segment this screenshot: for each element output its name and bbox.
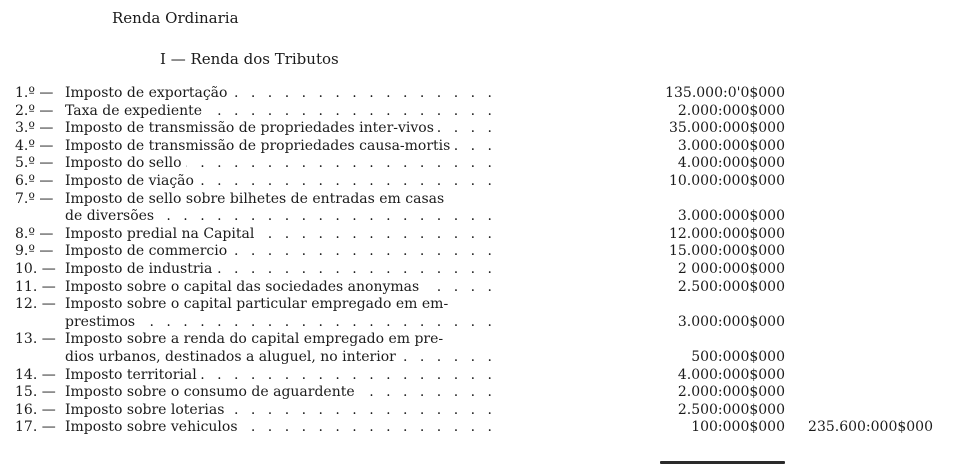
entry-amount: 2.500:000$000 bbox=[677, 278, 785, 295]
entry-label: Imposto de commercio bbox=[65, 243, 231, 259]
entry-number: 11. — bbox=[15, 278, 56, 295]
entry-description bbox=[65, 384, 505, 402]
entry-number: 17. — bbox=[15, 419, 56, 436]
entry-description bbox=[65, 261, 505, 279]
entry-row bbox=[15, 103, 955, 121]
entry-amount: 35.000:000$000 bbox=[668, 120, 785, 137]
entry-description bbox=[65, 367, 505, 385]
entry-row bbox=[15, 173, 955, 191]
list-item bbox=[15, 85, 955, 103]
entry-amount: 15.000:000$000 bbox=[668, 243, 785, 260]
entry-amount: 2.500:000$000 bbox=[677, 401, 785, 418]
entry-row bbox=[15, 208, 955, 226]
entry-description bbox=[65, 191, 505, 209]
entry-row bbox=[15, 296, 955, 314]
entry-label: Imposto sobre loterias bbox=[65, 402, 228, 418]
entry-amount: 3.000:000$000 bbox=[677, 313, 785, 330]
entry-label: Imposto sobre o consumo de aguardente bbox=[65, 384, 359, 400]
entry-number: 4.º — bbox=[15, 137, 54, 154]
entry-description bbox=[65, 279, 505, 297]
list-item bbox=[15, 261, 955, 279]
entry-label: Imposto de transmissão de propriedades inter-vivos bbox=[65, 120, 438, 136]
entry-row bbox=[15, 243, 955, 261]
entry-amount: 3.000:000$000 bbox=[677, 137, 785, 154]
list-item bbox=[15, 331, 955, 366]
entry-row bbox=[15, 279, 955, 297]
entry-label: Imposto de viação bbox=[65, 173, 198, 189]
entry-label: Imposto sobre a renda do capital empregado em pre- bbox=[65, 331, 447, 347]
list-item bbox=[15, 367, 955, 385]
entry-label: Imposto sobre vehiculos bbox=[65, 419, 242, 435]
entry-label: Imposto territorial bbox=[65, 367, 201, 383]
list-item bbox=[15, 296, 955, 331]
entry-number: 7.º — bbox=[15, 190, 54, 207]
entry-description bbox=[65, 314, 505, 332]
entry-label: Imposto de sello sobre bilhetes de entradas em casas bbox=[65, 191, 448, 207]
entry-description bbox=[65, 138, 505, 156]
entry-label: Taxa de expediente bbox=[65, 103, 206, 119]
entries-list bbox=[15, 85, 955, 437]
entry-description bbox=[65, 331, 505, 349]
entry-row bbox=[15, 384, 955, 402]
entry-amount: 2.000:000$000 bbox=[677, 384, 785, 401]
entry-amount: 12.000:000$000 bbox=[668, 225, 785, 242]
section-title: I — Renda dos Tributos bbox=[160, 50, 339, 68]
entry-number: 10. — bbox=[15, 260, 56, 277]
entry-row bbox=[15, 155, 955, 173]
entry-description bbox=[65, 103, 505, 121]
list-item bbox=[15, 120, 955, 138]
entry-number: 14. — bbox=[15, 366, 56, 383]
entry-number: 1.º — bbox=[15, 85, 54, 101]
entry-row bbox=[15, 331, 955, 349]
list-item bbox=[15, 191, 955, 226]
entry-amount: 2.000:000$000 bbox=[677, 102, 785, 119]
entry-number: 13. — bbox=[15, 331, 56, 348]
entry-amount: 100:000$000 bbox=[691, 419, 785, 436]
total-amount: 235.600:000$000 bbox=[808, 419, 933, 436]
list-item bbox=[15, 103, 955, 121]
entry-row bbox=[15, 85, 955, 103]
total-underline bbox=[660, 461, 785, 464]
entry-label: Imposto predial na Capital bbox=[65, 226, 258, 242]
list-item bbox=[15, 226, 955, 244]
entry-amount: 4.000:000$000 bbox=[677, 155, 785, 172]
entry-description bbox=[65, 120, 505, 138]
entry-row bbox=[15, 191, 955, 209]
entry-label: Imposto sobre o capital das sociedades anonymas bbox=[65, 279, 423, 295]
entry-amount: 4.000:000$000 bbox=[677, 366, 785, 383]
entry-label: dios urbanos, destinados a aluguel, no interior bbox=[65, 349, 400, 365]
entry-row bbox=[15, 402, 955, 420]
entry-label: prestimos bbox=[65, 314, 139, 330]
entry-number: 2.º — bbox=[15, 102, 54, 119]
list-item bbox=[15, 279, 955, 297]
entry-number: 16. — bbox=[15, 401, 56, 418]
list-item bbox=[15, 402, 955, 420]
entry-amount: 10.000:000$000 bbox=[668, 172, 785, 189]
list-item bbox=[15, 173, 955, 191]
entry-amount: 2 000:000$000 bbox=[677, 260, 785, 277]
entry-amount: 3.000:000$000 bbox=[677, 208, 785, 225]
entry-label: Imposto de transmissão de propriedades causa-mortis bbox=[65, 138, 454, 154]
entry-amount: 500:000$000 bbox=[691, 348, 785, 365]
entry-description bbox=[65, 208, 505, 226]
entry-row bbox=[15, 120, 955, 138]
entry-row bbox=[15, 367, 955, 385]
entry-number: 9.º — bbox=[15, 243, 54, 260]
entry-description bbox=[65, 296, 505, 314]
entry-description bbox=[65, 402, 505, 420]
entry-description bbox=[65, 419, 505, 437]
entry-description bbox=[65, 243, 505, 261]
entry-description bbox=[65, 349, 505, 367]
entry-row bbox=[15, 314, 955, 332]
entry-amount: 135.000:0'0$000 bbox=[665, 85, 785, 101]
list-item bbox=[15, 138, 955, 156]
entry-label: Imposto de exportação bbox=[65, 85, 231, 101]
entry-label: de diversões bbox=[65, 208, 158, 224]
entry-description bbox=[65, 173, 505, 191]
entry-row bbox=[15, 261, 955, 279]
entry-description bbox=[65, 85, 505, 103]
entry-label: Imposto do sello bbox=[65, 155, 186, 171]
entry-row bbox=[15, 419, 955, 437]
entry-label: Imposto de industria bbox=[65, 261, 216, 277]
entry-row bbox=[15, 226, 955, 244]
entry-label: Imposto sobre o capital particular empregado em em- bbox=[65, 296, 452, 312]
entry-number: 3.º — bbox=[15, 120, 54, 137]
list-item bbox=[15, 384, 955, 402]
entry-description bbox=[65, 226, 505, 244]
entry-number: 6.º — bbox=[15, 172, 54, 189]
entry-number: 5.º — bbox=[15, 155, 54, 172]
list-item bbox=[15, 243, 955, 261]
page-title: Renda Ordinaria bbox=[112, 9, 239, 27]
list-item bbox=[15, 419, 955, 437]
entry-description bbox=[65, 155, 505, 173]
list-item bbox=[15, 155, 955, 173]
entry-number: 15. — bbox=[15, 384, 56, 401]
entry-row bbox=[15, 349, 955, 367]
entry-number: 12. — bbox=[15, 296, 56, 313]
entry-row bbox=[15, 138, 955, 156]
entry-number: 8.º — bbox=[15, 225, 54, 242]
